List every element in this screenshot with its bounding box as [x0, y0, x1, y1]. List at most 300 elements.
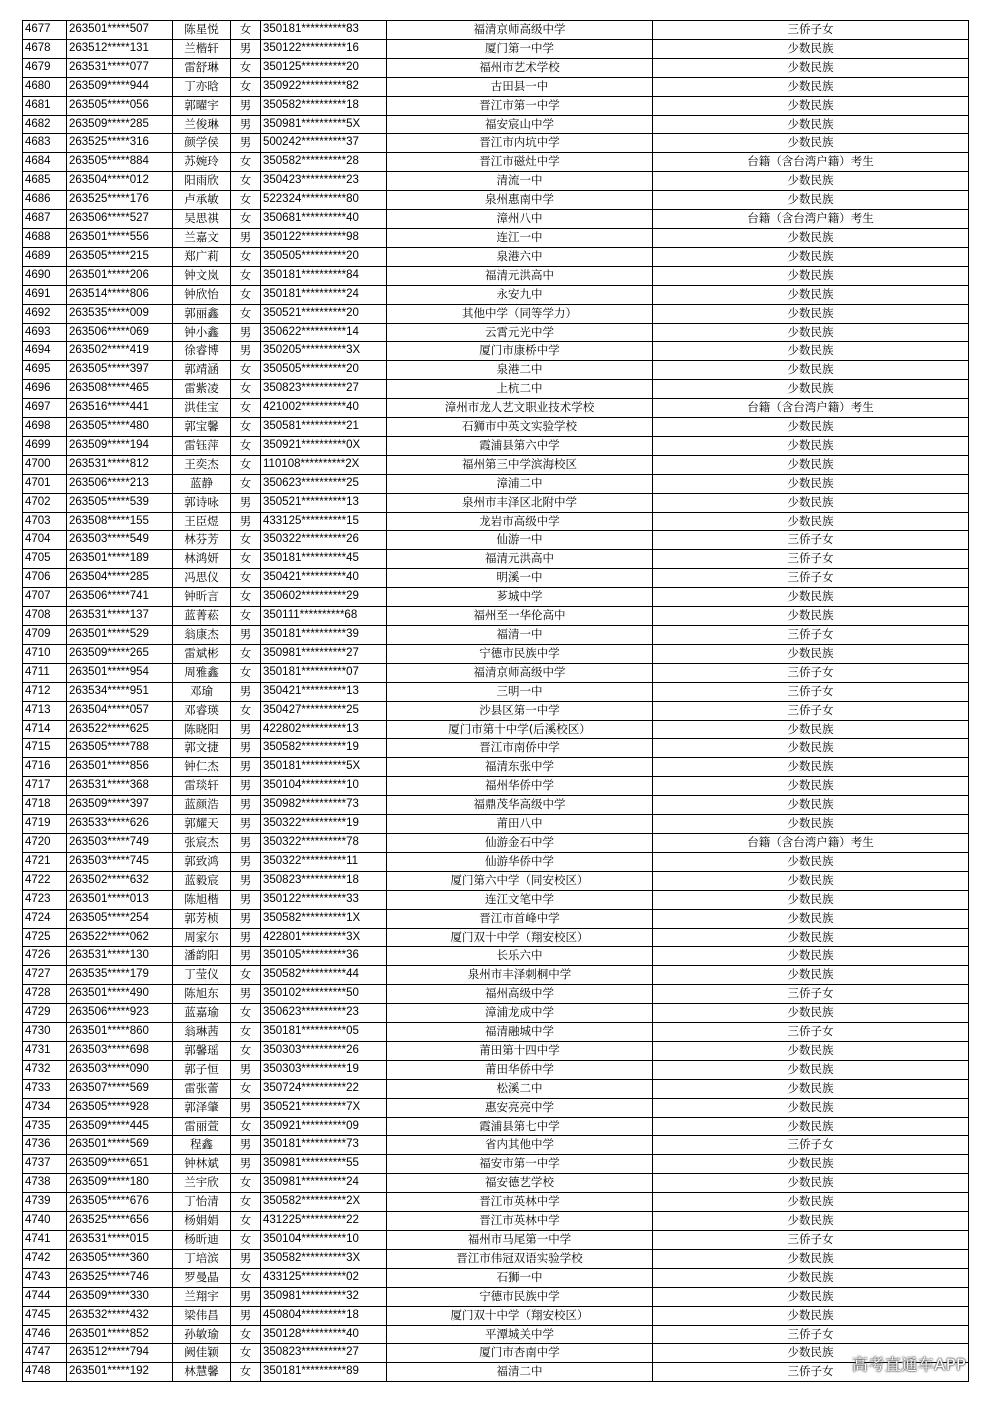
gender-cell: 男: [231, 626, 261, 645]
category-cell: 少数民族: [653, 1060, 969, 1079]
table-row: [23, 1212, 969, 1231]
row-number-cell: 4704: [23, 531, 67, 550]
student-name-cell: 颜学侯: [173, 134, 231, 153]
row-number-cell: 4690: [23, 266, 67, 285]
school-name-cell: 古田县一中: [387, 77, 653, 96]
gender-cell: 男: [231, 1249, 261, 1268]
school-name-cell: 莆田第十四中学: [387, 1041, 653, 1060]
row-number-cell: 4734: [23, 1098, 67, 1117]
id-number-cell: 431225**********22: [261, 1212, 387, 1231]
category-cell: 少数民族: [653, 323, 969, 342]
id-number-cell: 350521**********7X: [261, 1098, 387, 1117]
exam-number-cell: 263525*****746: [67, 1268, 173, 1287]
table-row: [23, 493, 969, 512]
id-number-cell: 433125**********02: [261, 1268, 387, 1287]
student-name-cell: 蓝嘉瑜: [173, 1004, 231, 1023]
gender-cell: 女: [231, 1023, 261, 1042]
exam-number-cell: 263501*****507: [67, 21, 173, 40]
exam-number-cell: 263503*****749: [67, 833, 173, 852]
category-cell: 三侨子女: [653, 1136, 969, 1155]
category-cell: 少数民族: [653, 720, 969, 739]
exam-number-cell: 263501*****013: [67, 890, 173, 909]
id-number-cell: 350921**********0X: [261, 436, 387, 455]
exam-number-cell: 263533*****626: [67, 815, 173, 834]
id-number-cell: 350322**********78: [261, 833, 387, 852]
school-name-cell: 福清京师高级中学: [387, 663, 653, 682]
row-number-cell: 4692: [23, 304, 67, 323]
category-cell: 少数民族: [653, 172, 969, 191]
student-name-cell: 郭致鸿: [173, 852, 231, 871]
exam-number-cell: 263514*****806: [67, 285, 173, 304]
exam-number-cell: 263501*****856: [67, 758, 173, 777]
student-name-cell: 邓瑜: [173, 682, 231, 701]
exam-number-cell: 263509*****397: [67, 796, 173, 815]
id-number-cell: 350128**********40: [261, 1325, 387, 1344]
category-cell: 少数民族: [653, 247, 969, 266]
id-number-cell: 350581**********21: [261, 418, 387, 437]
school-name-cell: 福鼎茂华高级中学: [387, 796, 653, 815]
id-number-cell: 350582**********2X: [261, 1193, 387, 1212]
row-number-cell: 4748: [23, 1363, 67, 1382]
gender-cell: 女: [231, 1325, 261, 1344]
gender-cell: 女: [231, 247, 261, 266]
table-row: [23, 815, 969, 834]
exam-number-cell: 263531*****015: [67, 1231, 173, 1250]
row-number-cell: 4736: [23, 1136, 67, 1155]
row-number-cell: 4695: [23, 361, 67, 380]
school-name-cell: 云霄元光中学: [387, 323, 653, 342]
student-name-cell: 王臣煜: [173, 512, 231, 531]
row-number-cell: 4717: [23, 777, 67, 796]
table-row: [23, 607, 969, 626]
category-cell: 少数民族: [653, 493, 969, 512]
gender-cell: 男: [231, 890, 261, 909]
category-cell: 少数民族: [653, 871, 969, 890]
category-cell: 少数民族: [653, 1249, 969, 1268]
table-row: [23, 1079, 969, 1098]
exam-number-cell: 263525*****656: [67, 1212, 173, 1231]
id-number-cell: 350205**********3X: [261, 342, 387, 361]
table-row: [23, 380, 969, 399]
gender-cell: 男: [231, 342, 261, 361]
table-row: [23, 474, 969, 493]
category-cell: 少数民族: [653, 342, 969, 361]
gender-cell: 女: [231, 1079, 261, 1098]
student-name-cell: 洪佳宝: [173, 399, 231, 418]
school-name-cell: 漳州八中: [387, 210, 653, 229]
category-cell: 少数民族: [653, 909, 969, 928]
exam-number-cell: 263509*****265: [67, 644, 173, 663]
id-number-cell: 350322**********26: [261, 531, 387, 550]
table-row: [23, 796, 969, 815]
category-cell: 少数民族: [653, 1041, 969, 1060]
student-name-cell: 冯思仪: [173, 569, 231, 588]
id-number-cell: 350582**********44: [261, 966, 387, 985]
table-row: [23, 663, 969, 682]
exam-number-cell: 263501*****189: [67, 550, 173, 569]
school-name-cell: 福清东张中学: [387, 758, 653, 777]
id-number-cell: 350582**********28: [261, 153, 387, 172]
exam-number-cell: 263506*****923: [67, 1004, 173, 1023]
row-number-cell: 4725: [23, 928, 67, 947]
row-number-cell: 4720: [23, 833, 67, 852]
exam-number-cell: 263531*****130: [67, 947, 173, 966]
table-row: [23, 247, 969, 266]
category-cell: 三侨子女: [653, 1363, 969, 1382]
row-number-cell: 4744: [23, 1287, 67, 1306]
exam-number-cell: 263504*****057: [67, 701, 173, 720]
school-name-cell: 晋江市首峰中学: [387, 909, 653, 928]
id-number-cell: 350105**********36: [261, 947, 387, 966]
category-cell: 少数民族: [653, 796, 969, 815]
school-name-cell: 泉州市丰泽刺桐中学: [387, 966, 653, 985]
table-row: [23, 1060, 969, 1079]
school-name-cell: 福州第三中学滨海校区: [387, 455, 653, 474]
gender-cell: 女: [231, 588, 261, 607]
category-cell: 少数民族: [653, 1344, 969, 1363]
table-row: [23, 758, 969, 777]
row-number-cell: 4698: [23, 418, 67, 437]
exam-number-cell: 263506*****741: [67, 588, 173, 607]
exam-number-cell: 263509*****330: [67, 1287, 173, 1306]
gender-cell: 女: [231, 663, 261, 682]
row-number-cell: 4694: [23, 342, 67, 361]
gender-cell: 女: [231, 304, 261, 323]
id-number-cell: 350181**********84: [261, 266, 387, 285]
school-name-cell: 泉州惠南中学: [387, 191, 653, 210]
school-name-cell: 泉州市丰泽区北附中学: [387, 493, 653, 512]
exam-number-cell: 263501*****569: [67, 1136, 173, 1155]
category-cell: 少数民族: [653, 304, 969, 323]
row-number-cell: 4703: [23, 512, 67, 531]
school-name-cell: 惠安亮亮中学: [387, 1098, 653, 1117]
table-row: [23, 1231, 969, 1250]
category-cell: 少数民族: [653, 1174, 969, 1193]
gender-cell: 女: [231, 607, 261, 626]
row-number-cell: 4737: [23, 1155, 67, 1174]
category-cell: 少数民族: [653, 474, 969, 493]
exam-number-cell: 263512*****131: [67, 39, 173, 58]
row-number-cell: 4699: [23, 436, 67, 455]
table-row: [23, 682, 969, 701]
student-name-cell: 郭丽鑫: [173, 304, 231, 323]
category-cell: 少数民族: [653, 852, 969, 871]
exam-number-cell: 263505*****397: [67, 361, 173, 380]
category-cell: 少数民族: [653, 77, 969, 96]
school-name-cell: 晋江市英林中学: [387, 1212, 653, 1231]
table-row: [23, 928, 969, 947]
gender-cell: 女: [231, 191, 261, 210]
row-number-cell: 4691: [23, 285, 67, 304]
table-row: [23, 361, 969, 380]
school-name-cell: 福州华侨中学: [387, 777, 653, 796]
gender-cell: 女: [231, 1344, 261, 1363]
id-number-cell: 350521**********20: [261, 304, 387, 323]
category-cell: 少数民族: [653, 436, 969, 455]
row-number-cell: 4727: [23, 966, 67, 985]
exam-number-cell: 263509*****194: [67, 436, 173, 455]
category-cell: 三侨子女: [653, 531, 969, 550]
gender-cell: 女: [231, 1004, 261, 1023]
table-row: [23, 531, 969, 550]
school-name-cell: 沙县区第一中学: [387, 701, 653, 720]
table-row: [23, 626, 969, 645]
gender-cell: 女: [231, 399, 261, 418]
gender-cell: 女: [231, 701, 261, 720]
gender-cell: 男: [231, 96, 261, 115]
table-row: [23, 833, 969, 852]
student-name-cell: 蓝颜浩: [173, 796, 231, 815]
id-number-cell: 350122**********33: [261, 890, 387, 909]
row-number-cell: 4707: [23, 588, 67, 607]
id-number-cell: 350303**********26: [261, 1041, 387, 1060]
exam-number-cell: 263508*****465: [67, 380, 173, 399]
gender-cell: 女: [231, 361, 261, 380]
id-number-cell: 350602**********29: [261, 588, 387, 607]
table-row: [23, 342, 969, 361]
id-number-cell: 350423**********23: [261, 172, 387, 191]
gender-cell: 男: [231, 720, 261, 739]
school-name-cell: 厦门第一中学: [387, 39, 653, 58]
id-number-cell: 350181**********45: [261, 550, 387, 569]
row-number-cell: 4713: [23, 701, 67, 720]
category-cell: 三侨子女: [653, 701, 969, 720]
row-number-cell: 4687: [23, 210, 67, 229]
student-name-cell: 郭馨瑶: [173, 1041, 231, 1060]
student-name-cell: 兰楷轩: [173, 39, 231, 58]
exam-number-cell: 263501*****954: [67, 663, 173, 682]
row-number-cell: 4743: [23, 1268, 67, 1287]
school-name-cell: 晋江市第一中学: [387, 96, 653, 115]
student-name-cell: 雷舒琳: [173, 58, 231, 77]
category-cell: 少数民族: [653, 1098, 969, 1117]
exam-number-cell: 263505*****360: [67, 1249, 173, 1268]
student-name-cell: 林鸿妍: [173, 550, 231, 569]
exam-number-cell: 263535*****009: [67, 304, 173, 323]
gender-cell: 男: [231, 985, 261, 1004]
row-number-cell: 4686: [23, 191, 67, 210]
student-name-cell: 郭诗咏: [173, 493, 231, 512]
school-name-cell: 石狮一中: [387, 1268, 653, 1287]
exam-number-cell: 263501*****206: [67, 266, 173, 285]
gender-cell: 男: [231, 1287, 261, 1306]
category-cell: 少数民族: [653, 1117, 969, 1136]
school-name-cell: 霞浦县第七中学: [387, 1117, 653, 1136]
id-number-cell: 500242**********37: [261, 134, 387, 153]
id-number-cell: 422801**********3X: [261, 928, 387, 947]
school-name-cell: 清流一中: [387, 172, 653, 191]
school-name-cell: 福清融城中学: [387, 1023, 653, 1042]
row-number-cell: 4724: [23, 909, 67, 928]
school-name-cell: 仙游华侨中学: [387, 852, 653, 871]
exam-number-cell: 263505*****056: [67, 96, 173, 115]
row-number-cell: 4730: [23, 1023, 67, 1042]
student-name-cell: 钟仁杰: [173, 758, 231, 777]
id-number-cell: 350823**********27: [261, 1344, 387, 1363]
gender-cell: 女: [231, 380, 261, 399]
row-number-cell: 4688: [23, 228, 67, 247]
student-name-cell: 阳雨欣: [173, 172, 231, 191]
category-cell: 少数民族: [653, 1287, 969, 1306]
category-cell: 三侨子女: [653, 682, 969, 701]
student-name-cell: 卢承敏: [173, 191, 231, 210]
school-name-cell: 福州高级中学: [387, 985, 653, 1004]
student-name-cell: 郭芳桢: [173, 909, 231, 928]
exam-number-cell: 263516*****441: [67, 399, 173, 418]
id-number-cell: 522324**********80: [261, 191, 387, 210]
gender-cell: 男: [231, 758, 261, 777]
id-number-cell: 350582**********19: [261, 739, 387, 758]
category-cell: 少数民族: [653, 966, 969, 985]
gender-cell: 女: [231, 1174, 261, 1193]
student-name-cell: 蓝静: [173, 474, 231, 493]
category-cell: 三侨子女: [653, 1231, 969, 1250]
student-name-cell: 钟小鑫: [173, 323, 231, 342]
school-name-cell: 福清一中: [387, 626, 653, 645]
id-number-cell: 350181**********83: [261, 21, 387, 40]
row-number-cell: 4739: [23, 1193, 67, 1212]
exam-number-cell: 263522*****625: [67, 720, 173, 739]
id-number-cell: 350582**********3X: [261, 1249, 387, 1268]
table-row: [23, 985, 969, 1004]
exam-number-cell: 263506*****213: [67, 474, 173, 493]
school-name-cell: 漳州市龙人艺文职业技术学校: [387, 399, 653, 418]
student-name-cell: 郭宝馨: [173, 418, 231, 437]
exam-number-cell: 263534*****951: [67, 682, 173, 701]
row-number-cell: 4683: [23, 134, 67, 153]
id-number-cell: 350122**********16: [261, 39, 387, 58]
table-row: [23, 58, 969, 77]
table-row: [23, 399, 969, 418]
school-name-cell: 松溪二中: [387, 1079, 653, 1098]
row-number-cell: 4693: [23, 323, 67, 342]
row-number-cell: 4738: [23, 1174, 67, 1193]
category-cell: 少数民族: [653, 607, 969, 626]
row-number-cell: 4701: [23, 474, 67, 493]
row-number-cell: 4740: [23, 1212, 67, 1231]
exam-number-cell: 263501*****852: [67, 1325, 173, 1344]
category-cell: 少数民族: [653, 588, 969, 607]
category-cell: 少数民族: [653, 134, 969, 153]
row-number-cell: 4716: [23, 758, 67, 777]
table-row: [23, 1287, 969, 1306]
id-number-cell: 350181**********24: [261, 285, 387, 304]
category-cell: 少数民族: [653, 815, 969, 834]
row-number-cell: 4689: [23, 247, 67, 266]
school-name-cell: 其他中学（同等学力）: [387, 304, 653, 323]
student-name-cell: 兰宇欣: [173, 1174, 231, 1193]
student-name-cell: 潘韵阳: [173, 947, 231, 966]
student-name-cell: 王奕杰: [173, 455, 231, 474]
gender-cell: 女: [231, 1231, 261, 1250]
id-number-cell: 350322**********11: [261, 852, 387, 871]
student-name-cell: 郑广莉: [173, 247, 231, 266]
student-name-cell: 孙敏瑜: [173, 1325, 231, 1344]
row-number-cell: 4723: [23, 890, 67, 909]
school-name-cell: 莆田华侨中学: [387, 1060, 653, 1079]
school-name-cell: 厦门双十中学（翔安校区）: [387, 1306, 653, 1325]
gender-cell: 男: [231, 1060, 261, 1079]
category-cell: 少数民族: [653, 1079, 969, 1098]
school-name-cell: 福安市第一中学: [387, 1155, 653, 1174]
table-row: [23, 323, 969, 342]
student-name-cell: 郭子恒: [173, 1060, 231, 1079]
exam-number-cell: 263509*****285: [67, 115, 173, 134]
gender-cell: 女: [231, 77, 261, 96]
id-number-cell: 350505**********20: [261, 361, 387, 380]
table-row: [23, 1344, 969, 1363]
row-number-cell: 4681: [23, 96, 67, 115]
student-name-cell: 罗曼晶: [173, 1268, 231, 1287]
id-number-cell: 350582**********18: [261, 96, 387, 115]
student-name-cell: 雷斌彬: [173, 644, 231, 663]
gender-cell: 女: [231, 569, 261, 588]
category-cell: 三侨子女: [653, 985, 969, 1004]
category-cell: 少数民族: [653, 777, 969, 796]
school-name-cell: 晋江市英林中学: [387, 1193, 653, 1212]
gender-cell: 男: [231, 134, 261, 153]
id-number-cell: 350981**********24: [261, 1174, 387, 1193]
category-cell: 少数民族: [653, 228, 969, 247]
row-number-cell: 4696: [23, 380, 67, 399]
row-number-cell: 4731: [23, 1041, 67, 1060]
gender-cell: 女: [231, 266, 261, 285]
category-cell: 少数民族: [653, 1268, 969, 1287]
student-name-cell: 吴思祺: [173, 210, 231, 229]
id-number-cell: 350623**********25: [261, 474, 387, 493]
table-row: [23, 1041, 969, 1060]
exam-number-cell: 263505*****254: [67, 909, 173, 928]
row-number-cell: 4718: [23, 796, 67, 815]
table-row: [23, 1325, 969, 1344]
table-row: [23, 550, 969, 569]
school-name-cell: 平潭城关中学: [387, 1325, 653, 1344]
exam-number-cell: 263504*****285: [67, 569, 173, 588]
student-name-cell: 林芬芳: [173, 531, 231, 550]
exam-number-cell: 263501*****192: [67, 1363, 173, 1382]
category-cell: 三侨子女: [653, 663, 969, 682]
student-name-cell: 陈旭东: [173, 985, 231, 1004]
table-row: [23, 153, 969, 172]
exam-number-cell: 263531*****137: [67, 607, 173, 626]
student-name-cell: 梁伟昌: [173, 1306, 231, 1325]
school-name-cell: 福清元洪高中: [387, 550, 653, 569]
school-name-cell: 上杭二中: [387, 380, 653, 399]
table-row: [23, 228, 969, 247]
table-row: [23, 512, 969, 531]
student-name-cell: 蓝菁菘: [173, 607, 231, 626]
category-cell: 少数民族: [653, 1004, 969, 1023]
row-number-cell: 4742: [23, 1249, 67, 1268]
exam-number-cell: 263509*****944: [67, 77, 173, 96]
id-number-cell: 350125**********20: [261, 58, 387, 77]
table-row: [23, 266, 969, 285]
category-cell: 台籍（含台湾户籍）考生: [653, 153, 969, 172]
table-row: [23, 285, 969, 304]
gender-cell: 女: [231, 153, 261, 172]
school-name-cell: 长乐六中: [387, 947, 653, 966]
row-number-cell: 4715: [23, 739, 67, 758]
id-number-cell: 350921**********09: [261, 1117, 387, 1136]
id-number-cell: 350427**********25: [261, 701, 387, 720]
category-cell: 少数民族: [653, 1193, 969, 1212]
exam-number-cell: 263505*****539: [67, 493, 173, 512]
id-number-cell: 350104**********10: [261, 1231, 387, 1250]
gender-cell: 女: [231, 474, 261, 493]
school-name-cell: 厦门双十中学（翔安校区）: [387, 928, 653, 947]
row-number-cell: 4726: [23, 947, 67, 966]
gender-cell: 男: [231, 777, 261, 796]
